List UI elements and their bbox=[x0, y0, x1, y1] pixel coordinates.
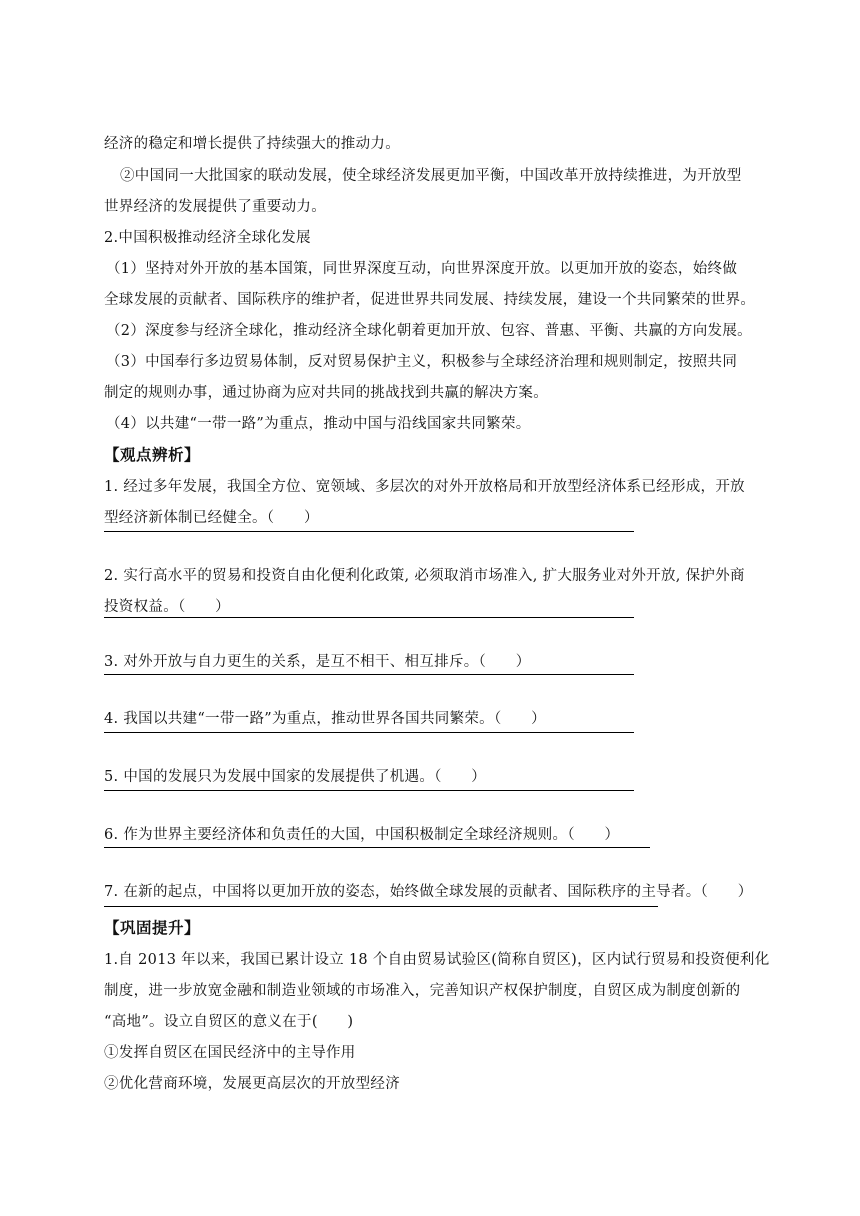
section2-title: 2.中国积极推动经济全球化发展 bbox=[104, 230, 311, 246]
choice-option: ①发挥自贸区在国民经济中的主导作用 bbox=[104, 1045, 356, 1061]
answer-line[interactable] bbox=[104, 674, 634, 675]
answer-line[interactable] bbox=[104, 790, 634, 791]
analysis-question: 1. 经过多年发展，我国全方位、宽领域、多层次的对外开放格局和开放型经济体系已经形成，开放 bbox=[104, 479, 745, 495]
section2-item1-line: （1）坚持对外开放的基本国策，同世界深度互动，向世界深度开放。以更加开放的姿态，始终做 bbox=[106, 261, 738, 277]
analysis-question: 4. 我国以共建“一带一路”为重点，推动世界各国共同繁荣。（ ） bbox=[104, 711, 546, 727]
analysis-question: 投资权益。（ ） bbox=[104, 599, 230, 615]
section2-item3-line: 制定的规则办事，通过协商为应对共同的挑战找到共赢的解决方案。 bbox=[104, 385, 548, 401]
answer-line[interactable] bbox=[104, 531, 634, 532]
intro-line: 经济的稳定和增长提供了持续强大的推动力。 bbox=[104, 136, 400, 152]
intro-point2-line: 世界经济的发展提供了重要动力。 bbox=[104, 199, 326, 215]
analysis-heading: 【观点辨析】 bbox=[104, 445, 201, 464]
analysis-question: 3. 对外开放与自力更生的关系，是互不相干、相互排斥。（ ） bbox=[104, 654, 531, 670]
analysis-question: 7. 在新的起点，中国将以更加开放的姿态，始终做全球发展的贡献者、国际秩序的主导者。（ ） bbox=[104, 884, 753, 900]
answer-line[interactable] bbox=[104, 906, 658, 907]
answer-line[interactable] bbox=[104, 617, 634, 618]
consolidate-question: 制度，进一步放宽金融和制造业领域的市场准入，完善知识产权保护制度，自贸区成为制度创新的 bbox=[104, 983, 741, 999]
analysis-question: 6. 作为世界主要经济体和负责任的大国，中国积极制定全球经济规则。（ ） bbox=[104, 827, 620, 843]
consolidate-heading: 【巩固提升】 bbox=[104, 918, 201, 937]
section2-item2: （2）深度参与经济全球化，推动经济全球化朝着更加开放、包容、普惠、平衡、共赢的方向发展。 bbox=[106, 323, 752, 339]
section2-item4: （4）以共建“一带一路”为重点，推动中国与沿线国家共同繁荣。 bbox=[106, 416, 531, 432]
section2-item3-line: （3）中国奉行多边贸易体制，反对贸易保护主义，积极参与全球经济治理和规则制定，按照共同 bbox=[106, 354, 738, 370]
intro-point2-line: ②中国同一大批国家的联动发展，使全球经济发展更加平衡，中国改革开放持续推进，为开放型 bbox=[120, 168, 742, 184]
section2-item1-line: 全球发展的贡献者、国际秩序的维护者，促进世界共同发展、持续发展，建设一个共同繁荣的世界。 bbox=[104, 292, 756, 308]
analysis-question: 2. 实行高水平的贸易和投资自由化便利化政策, 必须取消市场准入, 扩大服务业对外开放, 保护外商 bbox=[104, 568, 745, 584]
analysis-question: 型经济新体制已经健全。（ ） bbox=[104, 510, 319, 526]
consolidate-question: “高地”。设立自贸区的意义在于( ) bbox=[104, 1014, 354, 1030]
answer-line[interactable] bbox=[104, 847, 650, 848]
analysis-question: 5. 中国的发展只为发展中国家的发展提供了机遇。（ ） bbox=[104, 769, 487, 785]
choice-option: ②优化营商环境，发展更高层次的开放型经济 bbox=[104, 1076, 400, 1092]
consolidate-question: 1.自 2013 年以来，我国已累计设立 18 个自由贸易试验区(简称自贸区)，区内试行贸易和投资便利化 bbox=[104, 952, 770, 968]
answer-line[interactable] bbox=[104, 732, 634, 733]
